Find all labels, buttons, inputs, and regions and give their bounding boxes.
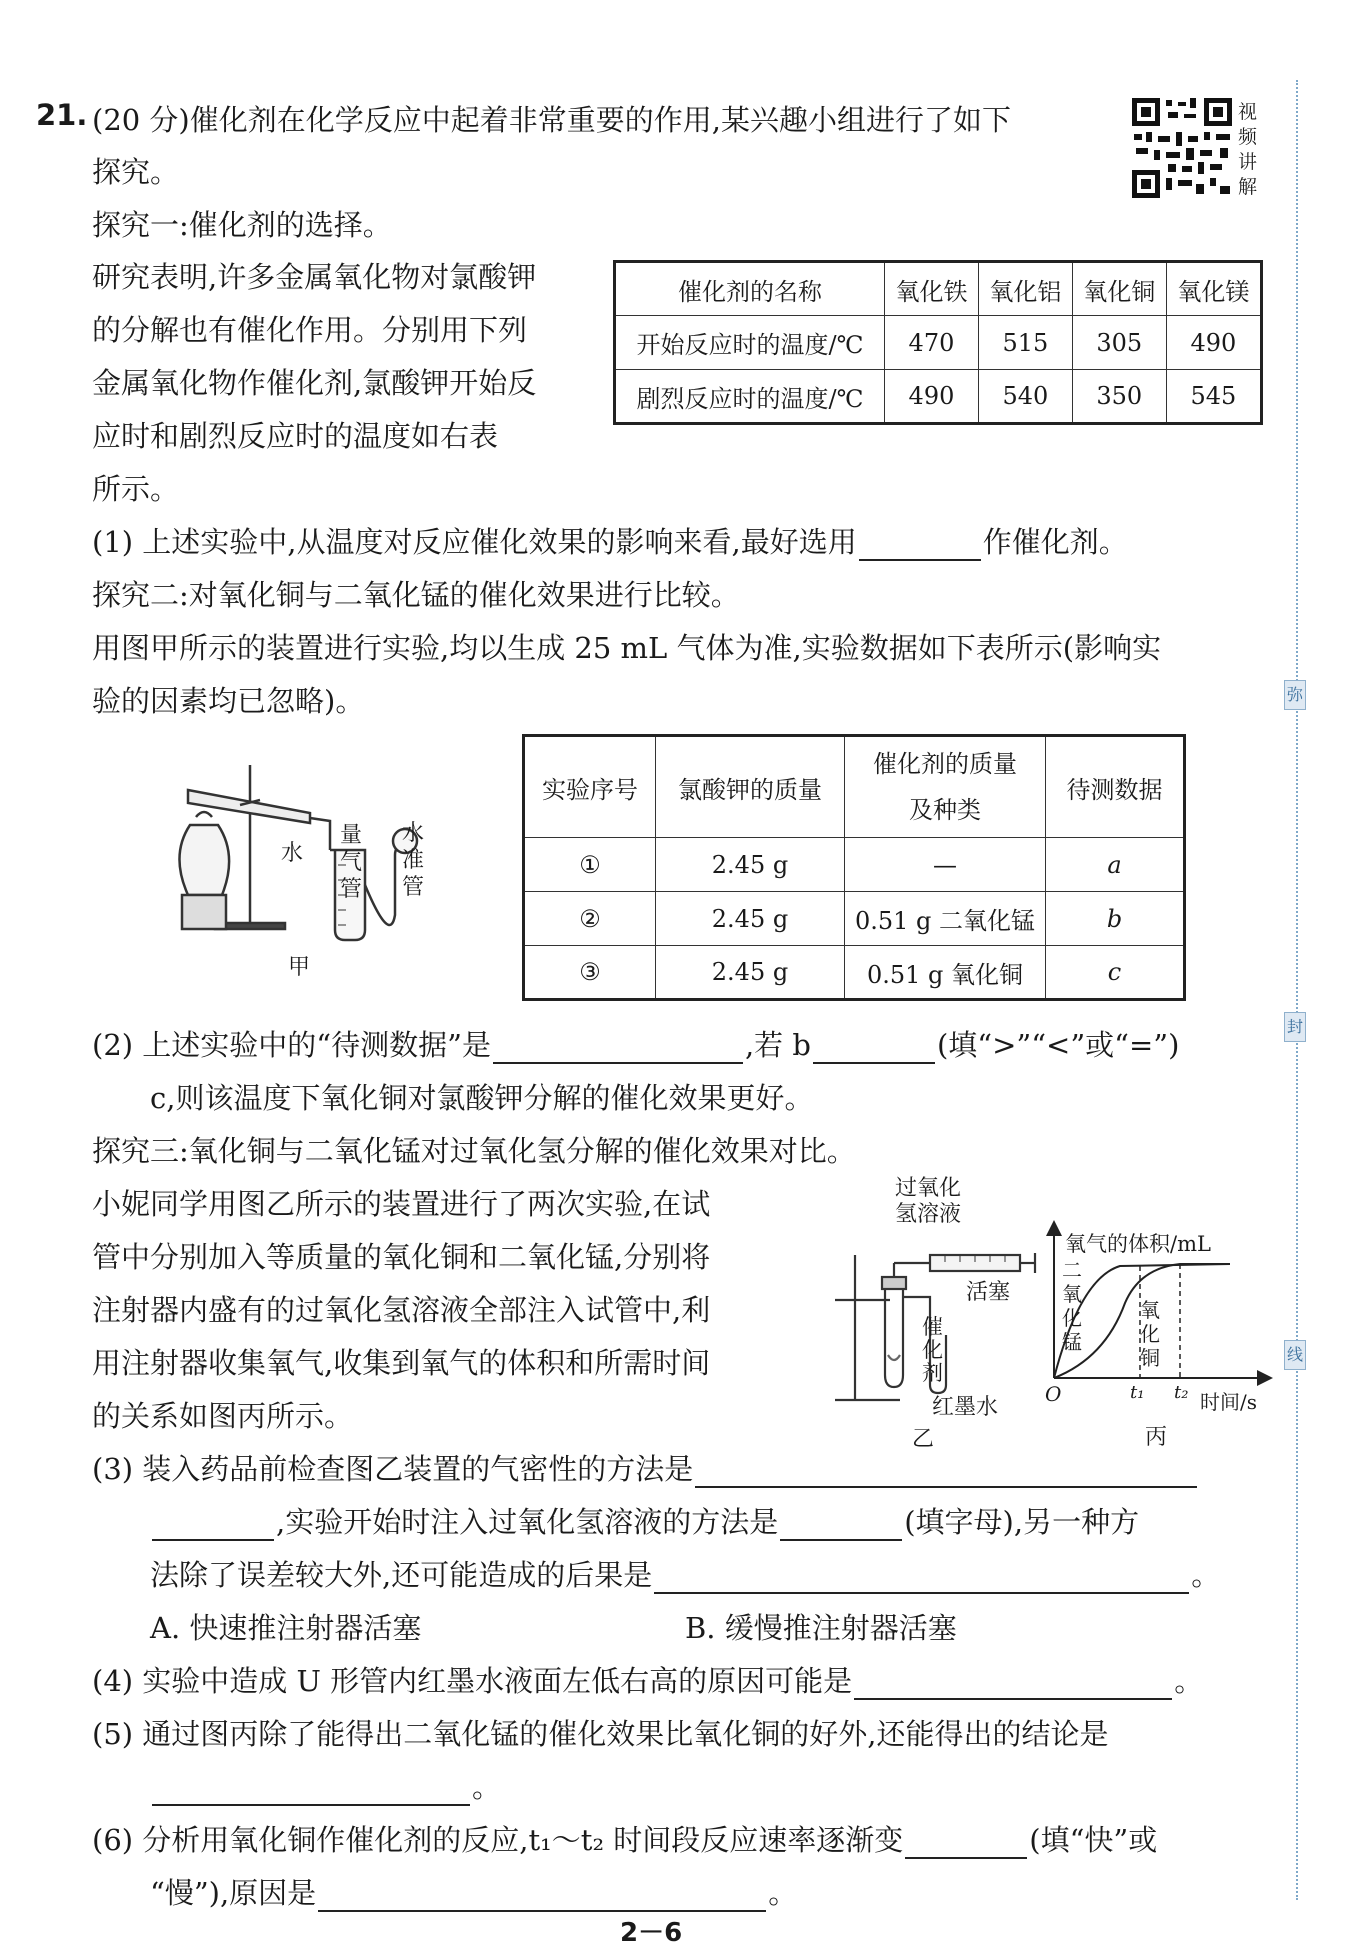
table-header: 催化剂的名称 [615, 262, 885, 316]
table-header: 氧化铝 [978, 262, 1072, 316]
table-cell: ③ [524, 946, 656, 1000]
q4-answer-blank[interactable] [854, 1668, 1172, 1700]
explore3-text: 的关系如图丙所示。 [92, 1399, 354, 1433]
table-cell: ② [524, 892, 656, 946]
fig-bing-caption: 丙 [1145, 1425, 1168, 1450]
q3-answer-blank-1-cont[interactable] [152, 1509, 274, 1541]
explore1-heading: 探究一:催化剂的选择。 [92, 208, 392, 242]
table-cell: 剧烈反应时的温度/℃ [615, 370, 885, 424]
fig-yi-h2o2-label: 过氧化 氢溶液 [895, 1176, 962, 1227]
q2-answer-blank-2[interactable] [813, 1032, 935, 1064]
fig-bing-mno2-label: 二 氧 化 锰 [1062, 1258, 1082, 1354]
side-tag-xian: 线 [1284, 1340, 1306, 1370]
side-tag-mi: 弥 [1284, 680, 1306, 710]
question-5: (5) 通过图丙除了能得出二氧化锰的催化效果比氧化铜的好外,还能得出的结论是 [92, 1717, 1109, 1751]
table-header: 待测数据 [1046, 736, 1185, 838]
video-label[interactable] [1238, 100, 1260, 200]
table-cell: 2.45 g [656, 838, 845, 892]
q3-option-a[interactable]: A. 快速推注射器活塞 [150, 1611, 422, 1645]
table-cell: 540 [978, 370, 1072, 424]
q2-answer-blank-1[interactable] [493, 1032, 743, 1064]
question-6: (6) 分析用氧化铜作催化剂的反应,t₁～t₂ 时间段反应速率逐渐变 (填“快”或 [92, 1823, 1158, 1857]
table-header: 实验序号 [524, 736, 656, 838]
q1-answer-blank[interactable] [859, 529, 981, 561]
explore1-text: 的分解也有催化作用。分别用下列 [92, 313, 528, 347]
table-row [615, 316, 1262, 370]
fig-bing-origin: O [1045, 1382, 1062, 1406]
page-number: 2－6 [620, 1918, 683, 1948]
catalyst-temperature-table [613, 260, 1263, 425]
video-label-char: 视 [1238, 101, 1258, 123]
question-2: (2) 上述实验中的“待测数据”是 ,若 b (填“>”“<”或“=”) [92, 1028, 1180, 1062]
explore1-text: 金属氧化物作催化剂,氯酸钾开始反 [92, 366, 537, 400]
fig-bing-xlabel: 时间/s [1200, 1390, 1258, 1414]
table-cell: 470 [885, 316, 979, 370]
q6-answer-blank-2[interactable] [318, 1880, 766, 1912]
table-row [524, 838, 1185, 892]
question-6-line-2: “慢”),原因是 。 [150, 1876, 798, 1910]
table-header: 氧化铁 [885, 262, 979, 316]
table-header: 氧化镁 [1166, 262, 1261, 316]
experiment-data-table [522, 734, 1186, 1001]
table-row [524, 892, 1185, 946]
table-cell: 490 [885, 370, 979, 424]
explore3-text: 注射器内盛有的过氧化氢溶液全部注入试管中,利 [92, 1293, 711, 1327]
explore2-text: 用图甲所示的装置进行实验,均以生成 25 mL 气体为准,实验数据如下表所示(影响实 [92, 631, 1162, 665]
table-cell: 2.45 g [656, 892, 845, 946]
q5-answer-blank[interactable] [152, 1774, 470, 1806]
fig-bing-ylabel: 氧气的体积/mL [1065, 1232, 1211, 1256]
fig-yi-caption: 乙 [912, 1427, 935, 1452]
table-cell: ① [524, 838, 656, 892]
question-3: (3) 装入药品前检查图乙装置的气密性的方法是 [92, 1447, 1199, 1488]
video-label-char: 频 [1238, 126, 1258, 148]
q3-answer-blank-2[interactable] [780, 1509, 902, 1541]
fig-jia-level-tube-label: 水 准 管 [402, 821, 425, 900]
fig-jia-water-label: 水 [281, 841, 304, 866]
fig-bing-cuo-label: 氧 化 铜 [1140, 1298, 1160, 1370]
table-cell: 0.51 g 二氧化锰 [845, 892, 1046, 946]
table-cell: 开始反应时的温度/℃ [615, 316, 885, 370]
question-3-line-3: 法除了误差较大外,还可能造成的后果是 。 [150, 1558, 1221, 1592]
question-4: (4) 实验中造成 U 形管内红墨水液面左低右高的原因可能是 。 [92, 1664, 1204, 1698]
table-header: 氧化铜 [1072, 262, 1166, 316]
table-cell: 0.51 g 氧化铜 [845, 946, 1046, 1000]
fig-bing-t1: t₁ [1130, 1382, 1145, 1403]
fig-bing-t2: t₂ [1174, 1382, 1189, 1403]
table-cell: a [1046, 838, 1185, 892]
explore2-text: 验的因素均已忽略)。 [92, 684, 365, 718]
table-cell: 2.45 g [656, 946, 845, 1000]
question-number: 21. [36, 98, 88, 132]
q1-text-end: 作催化剂。 [982, 525, 1128, 559]
explore2-heading: 探究二:对氧化铜与二氧化锰的催化效果进行比较。 [92, 578, 740, 612]
table-cell: 490 [1166, 316, 1261, 370]
table-header: 氯酸钾的质量 [656, 736, 845, 838]
question-5-line-2: 。 [150, 1765, 501, 1806]
table-row [524, 946, 1185, 1000]
fig-yi-piston-label: 活塞 [966, 1280, 1011, 1305]
question-2-line-2: c,则该温度下氧化铜对氯酸钾分解的催化效果更好。 [150, 1081, 814, 1115]
q1-text: (1) 上述实验中,从温度对反应催化效果的影响来看,最好选用 [92, 525, 857, 559]
qr-code-icon[interactable] [1132, 98, 1232, 198]
intro-line-1: (20 分)催化剂在化学反应中起着非常重要的作用,某兴趣小组进行了如下 [92, 103, 1011, 137]
q3-answer-blank-3[interactable] [654, 1562, 1189, 1594]
figure-yi-apparatus [830, 1235, 1060, 1410]
table-cell: 305 [1072, 316, 1166, 370]
table-cell: — [845, 838, 1046, 892]
fig-yi-ink-label: 红墨水 [932, 1395, 999, 1420]
explore1-text: 应时和剧烈反应时的温度如右表 [92, 419, 499, 453]
question-3-line-2: ,实验开始时注入过氧化氢溶液的方法是 (填字母),另一种方 [150, 1500, 1139, 1541]
explore1-text: 所示。 [92, 472, 180, 506]
table-cell: 545 [1166, 370, 1261, 424]
video-label-char: 讲 [1238, 151, 1258, 173]
q3-answer-blank-1[interactable] [695, 1456, 1197, 1488]
explore1-text: 研究表明,许多金属氧化物对氯酸钾 [92, 260, 537, 294]
side-tag-feng: 封 [1284, 1012, 1306, 1042]
fig-jia-caption: 甲 [288, 955, 311, 980]
q3-option-b[interactable]: B. 缓慢推注射器活塞 [685, 1611, 957, 1645]
explore3-heading: 探究三:氧化铜与二氧化锰对过氧化氢分解的催化效果对比。 [92, 1134, 856, 1168]
fig-yi-catalyst-label: 催 化 剂 [922, 1315, 943, 1385]
explore3-text: 用注射器收集氧气,收集到氧气的体积和所需时间 [92, 1346, 711, 1380]
table-cell: b [1046, 892, 1185, 946]
explore3-text: 管中分别加入等质量的氧化铜和二氧化锰,分别将 [92, 1240, 711, 1274]
question-1 [92, 520, 1128, 561]
video-label-char: 解 [1238, 176, 1258, 198]
table-cell: 350 [1072, 370, 1166, 424]
q6-answer-blank-1[interactable] [905, 1827, 1027, 1859]
fig-jia-gas-tube-label: 量 气 管 [340, 823, 363, 902]
table-cell: c [1046, 946, 1185, 1000]
table-cell: 515 [978, 316, 1072, 370]
table-row [615, 370, 1262, 424]
explore3-text: 小妮同学用图乙所示的装置进行了两次实验,在试 [92, 1187, 711, 1221]
binding-line [1296, 80, 1298, 1900]
intro-line-2: 探究。 [92, 155, 180, 189]
table-header: 催化剂的质量 及种类 [845, 736, 1046, 838]
